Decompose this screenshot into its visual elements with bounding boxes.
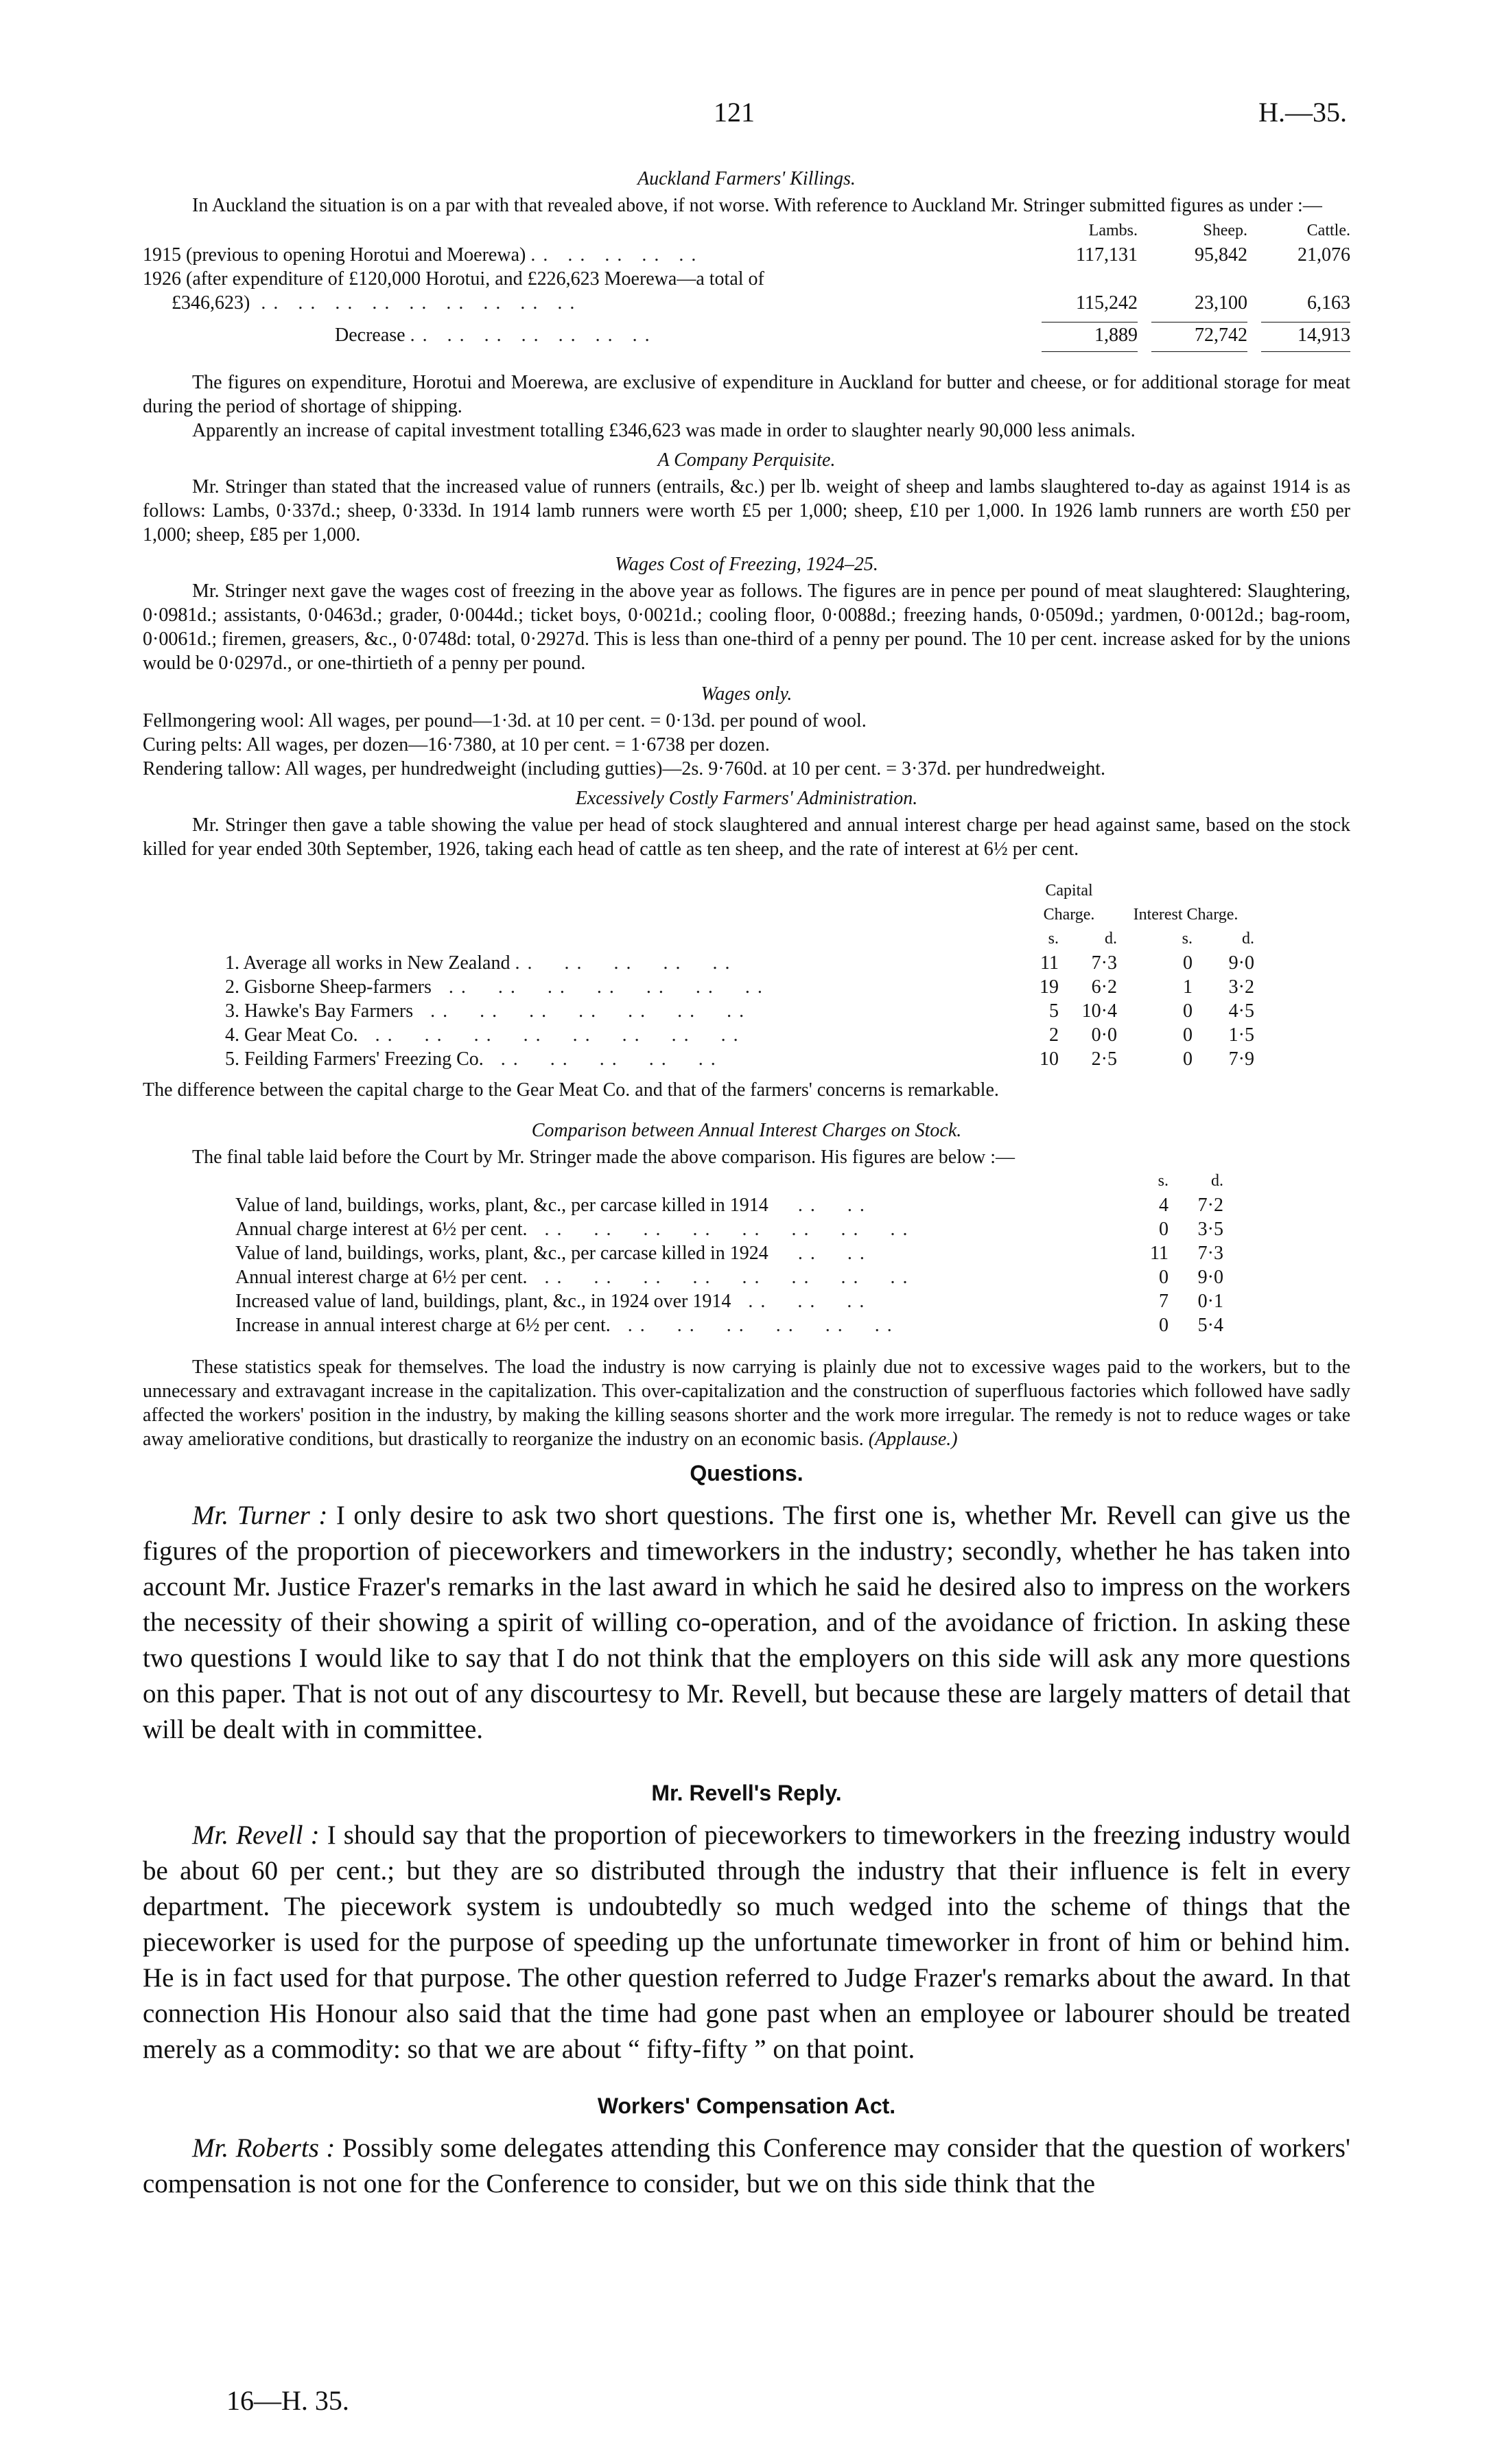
subheader-pence: d. xyxy=(1105,930,1117,948)
row-label: Annual interest charge at 6½ per cent. . . . . . . . . . . . . . . . . xyxy=(235,1267,909,1288)
speech-text: Possibly some delegates attending this Conference may consider that the question of workers' compensation is not one for the Conference to consider, but we on this side think that the xyxy=(143,2133,1350,2198)
row-label: Value of land, buildings, works, plant, &c., per carcase killed in 1924 . . . . xyxy=(235,1243,866,1264)
document-reference: H.—35. xyxy=(1258,97,1347,128)
wages-line: Fellmongering wool: All wages, per pound—1·3d. at 10 per cent. = 0·13d. per pound of wool. xyxy=(143,710,867,731)
section-questions xyxy=(143,1455,1350,1748)
cell-capital-s: 19 xyxy=(1040,976,1059,998)
cell-interest-d: 3·2 xyxy=(1228,976,1254,998)
cell-capital-d: 2·5 xyxy=(1091,1048,1117,1070)
cell-shillings: 7 xyxy=(1159,1291,1169,1312)
speaker-name: Mr. Revell : xyxy=(192,1820,320,1850)
cell-capital-s: 11 xyxy=(1040,952,1059,974)
livestock-table xyxy=(143,219,1350,353)
cell-interest-d: 1·5 xyxy=(1228,1024,1254,1046)
row-label: 5. Feilding Farmers' Freezing Co. . . . . . . . . . . xyxy=(225,1048,717,1070)
section-wages-only xyxy=(143,682,1350,781)
cell-sheep: 95,842 xyxy=(1195,244,1247,266)
cell-pence: 0·1 xyxy=(1197,1291,1223,1312)
subheader-pence: d. xyxy=(1242,930,1254,948)
cell-interest-s: 0 xyxy=(1183,1024,1193,1046)
cell-pence: 7·3 xyxy=(1197,1243,1223,1264)
section-heading: Mr. Revell's Reply. xyxy=(651,1781,842,1805)
paragraph: Mr. Stringer then gave a table showing the value per head of stock slaughtered and annual interest charge per head against same, based on the stock killed for year ended 30th September, 1926, taking each head of cattle as ten sheep, and the rate of interest at 6½ per cent. xyxy=(143,814,1350,860)
section-title: Wages Cost of Freezing, 1924–25. xyxy=(615,554,878,575)
table-row xyxy=(225,1047,1254,1071)
table-row xyxy=(235,1289,1223,1313)
paragraph: The figures on expenditure, Horotui and Moerewa, are exclusive of expenditure in Auckland for butter and cheese, or for additional storage for meat during the period of shortage of shipping. xyxy=(143,372,1350,417)
cell-interest-s: 1 xyxy=(1183,976,1193,998)
paragraph: In Auckland the situation is on a par with that revealed above, if not worse. With reference to Auckland Mr. Stringer submitted figures as under :— xyxy=(192,195,1322,216)
table-divider xyxy=(143,347,1350,353)
cell-lambs: 117,131 xyxy=(1076,244,1138,266)
cell-pence: 7·2 xyxy=(1197,1195,1223,1216)
section-costly-administration xyxy=(143,786,1350,1102)
speech-paragraph xyxy=(143,1498,1350,1748)
cell-interest-s: 0 xyxy=(1183,1000,1193,1022)
cell-capital-s: 10 xyxy=(1040,1048,1059,1070)
wages-line: Curing pelts: All wages, per dozen—16·7380, at 10 per cent. = 1·6738 per dozen. xyxy=(143,734,770,755)
row-label: 1. Average all works in New Zealand . . . . . . . . . . xyxy=(225,952,731,974)
interest-comparison-table xyxy=(235,1169,1223,1337)
section-company-perquisite xyxy=(143,448,1350,547)
cell-shillings: 4 xyxy=(1159,1195,1169,1216)
page-content xyxy=(143,161,1350,2202)
table-row xyxy=(225,951,1254,975)
subheader-shillings: s. xyxy=(1048,930,1059,948)
table-row xyxy=(225,999,1254,1023)
paragraph: Apparently an increase of capital investment totalling £346,623 was made in order to slaughter nearly 90,000 less animals. xyxy=(192,420,1136,441)
column-header-capital: Capital Charge. xyxy=(1043,882,1095,924)
subheader-pence: d. xyxy=(1211,1172,1223,1190)
row-label: 1926 (after expenditure of £120,000 Horotui, and £226,623 Moerewa—a total of xyxy=(143,268,764,290)
row-label: Value of land, buildings, works, plant, &c., per carcase killed in 1914 . . . . xyxy=(235,1195,866,1216)
column-header-cattle: Cattle. xyxy=(1306,222,1350,239)
cell-pence: 9·0 xyxy=(1197,1267,1223,1288)
section-comparison xyxy=(143,1118,1350,1451)
cell-capital-d: 10·4 xyxy=(1081,1000,1117,1022)
paragraph: The final table laid before the Court by Mr. Stringer made the above comparison. His figures are below :— xyxy=(192,1147,1015,1168)
row-label: Increased value of land, buildings, plant, &c., in 1924 over 1914 . . . . . . xyxy=(235,1291,866,1312)
cell-capital-s: 5 xyxy=(1049,1000,1059,1022)
paragraph: The difference between the capital charge to the Gear Meat Co. and that of the farmers' concerns is remarkable. xyxy=(143,1079,999,1101)
table-row-label-continued xyxy=(143,267,1350,291)
table-row xyxy=(143,291,1350,315)
section-workers-compensation xyxy=(143,2088,1350,2202)
table-subheader-row xyxy=(235,1169,1223,1193)
cell-lambs: 1,889 xyxy=(1094,325,1138,346)
table-row xyxy=(225,1023,1254,1047)
cell-interest-s: 0 xyxy=(1183,1048,1193,1070)
table-header-row xyxy=(225,879,1254,927)
column-header-sheep: Sheep. xyxy=(1203,222,1247,239)
cell-interest-d: 9·0 xyxy=(1228,952,1254,974)
row-label: Increase in annual interest charge at 6½ per cent. . . . . . . . . . . . . xyxy=(235,1315,893,1336)
paragraph: Mr. Stringer next gave the wages cost of freezing in the above year as follows. The figures are in pence per pound of meat slaughtered: Slaughtering, 0·0981d.; assistants, 0·0463d.; grader, 0·0044d.; ticket boys, 0·0021d.; cooling floor, 0·0088d.; freezing hands, 0·0509d.; yardmen, 0·0012d.; bag-room, 0·0061d.; firemen, greasers, &c., 0·0748d: total, 0·2927d. This is less than one-third of a penny per pound. The 10 per cent. increase asked for by the unions would be 0·0297d., or one-thirtieth of a penny per pound. xyxy=(143,580,1350,674)
cell-interest-s: 0 xyxy=(1183,952,1193,974)
subheader-shillings: s. xyxy=(1182,930,1193,948)
section-heading: Questions. xyxy=(690,1461,803,1486)
speech-paragraph xyxy=(143,2131,1350,2202)
paragraph: Mr. Stringer than stated that the increased value of runners (entrails, &c.) per lb. weight of sheep and lambs slaughtered to-day as against 1914 is as follows: Lambs, 0·337d.; sheep, 0·333d. In 1914 lamb runners were worth £5 per 1,000; sheep, £10 per 1,000. In 1926 lamb runners are worth £50 per 1,000; sheep, £85 per 1,000. xyxy=(143,476,1350,545)
cell-sheep: 23,100 xyxy=(1195,292,1247,314)
section-title: Wages only. xyxy=(701,683,793,705)
signature-mark: 16—H. 35. xyxy=(226,2385,349,2416)
speaker-name: Mr. Turner : xyxy=(192,1501,328,1530)
cell-shillings: 11 xyxy=(1150,1243,1169,1264)
cell-interest-d: 4·5 xyxy=(1228,1000,1254,1022)
wages-line: Rendering tallow: All wages, per hundredweight (including gutties)—2s. 9·760d. at 10 per cent. = 3·37d. per hundredweight. xyxy=(143,758,1106,779)
speech-text: I should say that the proportion of pieceworkers to timeworkers in the freezing industry would be about 60 per cent.; but they are so distributed through the industry that their influence is felt in every department. The piecework system is undoubtedly so much wedged into the scheme of things that the pieceworker is used for the purpose of speeding up the unfortunate timeworker in front of him or behind him. He is in fact used for that purpose. The other question referred to Judge Frazer's remarks about the award. In that connection His Honour also said that the time had gone past when an employee or labourer should be treated merely as a commodity: so that we are about “ fifty-fifty ” on that point. xyxy=(143,1820,1350,2064)
cell-shillings: 0 xyxy=(1159,1267,1169,1288)
section-title: Comparison between Annual Interest Charges on Stock. xyxy=(531,1120,962,1141)
speaker-name: Mr. Roberts : xyxy=(192,2133,336,2163)
section-title: A Company Perquisite. xyxy=(657,449,836,471)
page-number: 121 xyxy=(714,97,755,128)
speech-paragraph xyxy=(143,1818,1350,2067)
section-heading: Workers' Compensation Act. xyxy=(597,2093,896,2118)
table-row-total xyxy=(143,323,1350,347)
cell-capital-d: 6·2 xyxy=(1091,976,1117,998)
cell-shillings: 0 xyxy=(1159,1219,1169,1240)
row-label: 2. Gisborne Sheep-farmers . . . . . . . . . . . . . . xyxy=(225,976,764,998)
table-row xyxy=(235,1241,1223,1265)
cell-shillings: 0 xyxy=(1159,1315,1169,1336)
column-header-interest: Interest Charge. xyxy=(1133,906,1238,924)
row-label: Decrease . . . . . . . . . . . . . . xyxy=(335,325,651,346)
cell-lambs: 115,242 xyxy=(1076,292,1138,314)
section-revell-reply xyxy=(143,1775,1350,2067)
row-label: Annual charge interest at 6½ per cent. . . . . . . . . . . . . . . . . xyxy=(235,1219,909,1240)
cell-capital-s: 2 xyxy=(1049,1024,1059,1046)
cell-interest-d: 7·9 xyxy=(1228,1048,1254,1070)
row-label: 1915 (previous to opening Horotui and Moerewa) . . . . . . . . . . xyxy=(143,244,698,266)
table-header-row xyxy=(143,219,1350,243)
cell-cattle: 21,076 xyxy=(1298,244,1350,266)
table-row xyxy=(235,1313,1223,1337)
table-row xyxy=(235,1265,1223,1289)
section-auckland-killings xyxy=(143,167,1350,443)
cell-cattle: 14,913 xyxy=(1298,325,1350,346)
cell-sheep: 72,742 xyxy=(1195,325,1247,346)
cell-cattle: 6,163 xyxy=(1307,292,1350,314)
section-title: Excessively Costly Farmers' Administration. xyxy=(575,788,918,809)
table-row xyxy=(235,1193,1223,1217)
table-row xyxy=(225,975,1254,999)
section-title: Auckland Farmers' Killings. xyxy=(637,168,856,189)
speech-text: I only desire to ask two short questions. The first one is, whether Mr. Revell can give us the figures of the proportion of pieceworkers and timeworkers in the industry; secondly, whether he has taken into account Mr. Justice Frazer's remarks in the last award in which he said he desired also to impress on the workers the necessity of their showing a spirit of willing co-operation, and of the avoidance of friction. In asking these two questions I would like to say that I do not think that the employers on this side will ask any more questions on this paper. That is not out of any discourtesy to Mr. Revell, but because these are largely matters of detail that will be dealt with in committee. xyxy=(143,1501,1350,1744)
column-header-lambs: Lambs. xyxy=(1088,222,1138,239)
subheader-shillings: s. xyxy=(1158,1172,1169,1190)
paragraph xyxy=(143,1355,1350,1451)
cell-pence: 5·4 xyxy=(1197,1315,1223,1336)
row-label: £346,623) . . . . . . . . . . . . . . . . . . xyxy=(172,292,576,314)
cell-capital-d: 7·3 xyxy=(1091,952,1117,974)
row-label: 4. Gear Meat Co. . . . . . . . . . . . . . . . . xyxy=(225,1024,740,1046)
capital-charge-table xyxy=(225,879,1254,1071)
table-row xyxy=(143,243,1350,267)
row-label: 3. Hawke's Bay Farmers . . . . . . . . . . . . . . xyxy=(225,1000,746,1022)
cell-capital-d: 0·0 xyxy=(1091,1024,1117,1046)
table-row xyxy=(235,1217,1223,1241)
paragraph-text: These statistics speak for themselves. The load the industry is now carrying is plainly due not to excessive wages paid to the workers, but to the unnecessary and extravagant increase in the capitalization. This over-capitalization and the construction of superfluous factories which followed have sadly affected the workers' position in the industry, by making the killing seasons shorter and the work more irregular. The remedy is not to reduce wages or take away ameliorative conditions, but drastically to reorganize the industry on an economic basis. xyxy=(143,1357,1350,1450)
section-wages-cost xyxy=(143,552,1350,675)
table-divider xyxy=(143,315,1350,323)
applause-note: (Applause.) xyxy=(868,1429,958,1450)
cell-pence: 3·5 xyxy=(1197,1219,1223,1240)
table-subheader-row xyxy=(225,927,1254,951)
